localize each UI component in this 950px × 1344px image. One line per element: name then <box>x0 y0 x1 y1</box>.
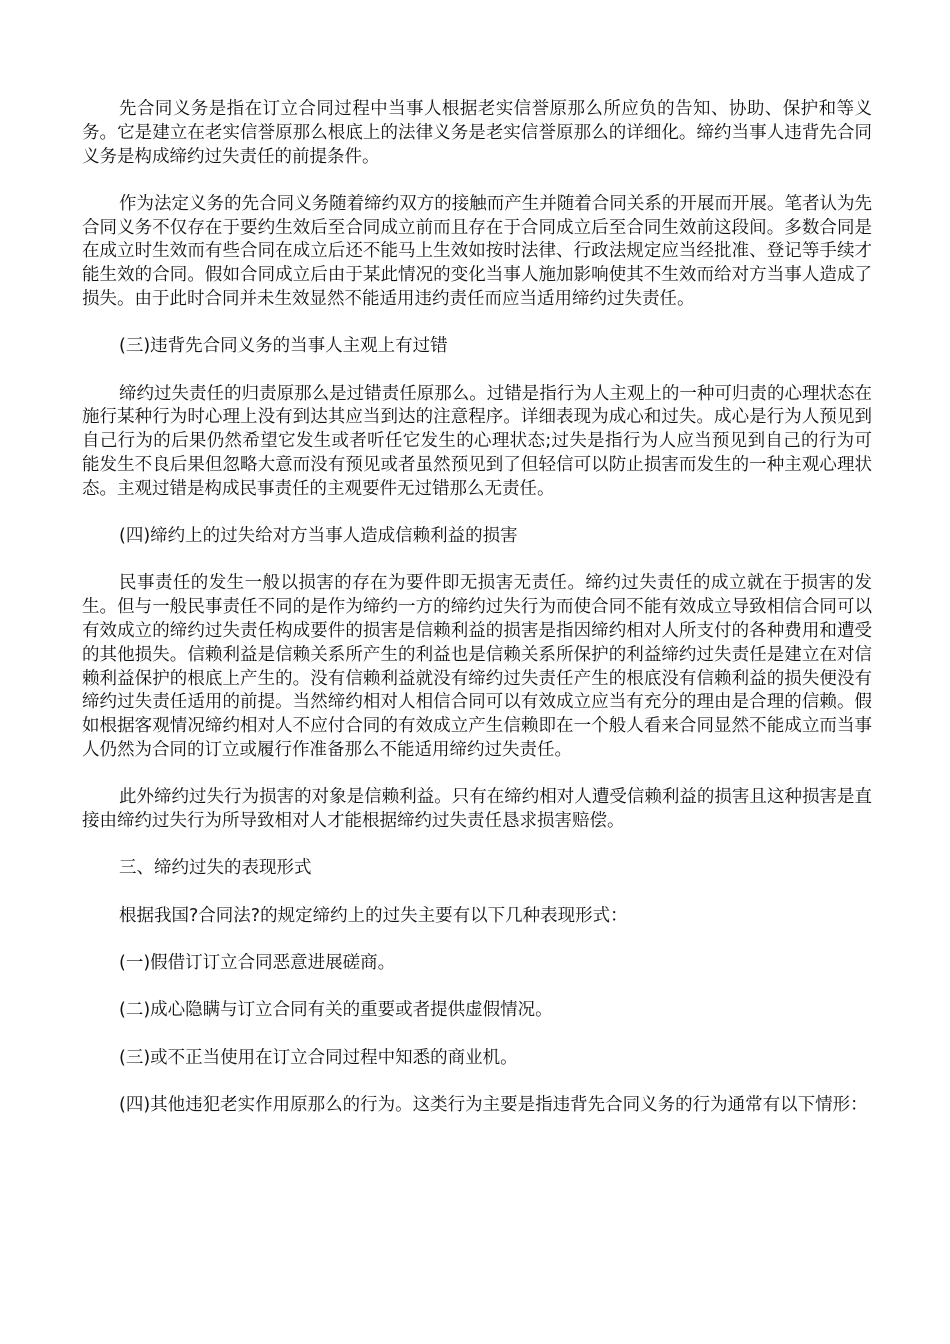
section-heading-three-forms: 三、缔约过失的表现形式 <box>119 858 312 879</box>
paragraph-reliance-interest: 民事责任的发生一般以损害的存在为要件即无损害无责任。缔约过失责任的成立就在于损害的发生。但与一般民事责任不同的是作为缔约一方的缔约过失行为而使合同不能有效成立导致相信合同可以有效成立的缔约过失责任构成要件的损害是信赖利益的损害是指因缔约相对人所支付的各种费用和遭受的其他损失。信赖利益是信赖关系所产生的利益也是信赖关系所保护的利益缔约过失责任是建立在对信赖利益保护的根底上产生的。没有信赖利益就没有缔约过失责任产生的根底没有信赖利益的损失便没有缔约过失责任适用的前提。当然缔约相对人相信合同可以有效成立应当有充分的理由是合理的信赖。假如根据客观情况缔约相对人不应付合同的有效成立产生信赖即在一个般人看来合同显然不能成立而当事人仍然为合同的订立或履行作准备那么不能适用缔约过失责任。 <box>82 573 872 761</box>
list-item-3-trade-secret: (三)或不正当使用在订立合同过程中知悉的商业机。 <box>119 1047 518 1068</box>
document-page <box>82 0 872 1344</box>
section-heading-3-fault: (三)违背先合同义务的当事人主观上有过错 <box>119 336 448 357</box>
list-item-2-concealment: (二)成心隐瞒与订立合同有关的重要或者提供虚假情况。 <box>119 1000 553 1021</box>
section-heading-4-reliance-damage: (四)缔约上的过失给对方当事人造成信赖利益的损害 <box>119 526 518 547</box>
paragraph-contract-law-intro: 根据我国?合同法?的规定缔约上的过失主要有以下几种表现形式： <box>119 905 628 926</box>
paragraph-pre-contract-duty-definition: 先合同义务是指在订立合同过程中当事人根据老实信誉原那么所应负的告知、协助、保护和等义务。它是建立在老实信誉原那么根底上的法律义务是老实信誉原那么的详细化。缔约当事人违背先合同义务是构成缔约过失责任的前提条件。 <box>82 99 872 167</box>
list-item-4-other-violations: (四)其他违犯老实作用原那么的行为。这类行为主要是指违背先合同义务的行为通常有以下情形： <box>119 1094 868 1115</box>
paragraph-statutory-duty: 作为法定义务的先合同义务随着缔约双方的接触而产生并随着合同关系的开展而开展。笔者认为先合同义务不仅存在于要约生效后至合同成立前而且存在于合同成立后至合同生效前这段间。多数合同是在成立时生效而有些合同在成立后还不能马上生效如按时法律、行政法规定应当经批准、登记等手续才能生效的合同。假如合同成立后由于某此情况的变化当事人施加影响使其不生效而给对方当事人造成了损失。由于此时合同并未生效显然不能适用违约责任而应当适用缔约过失责任。 <box>82 193 872 310</box>
paragraph-damage-object: 此外缔约过失行为损害的对象是信赖利益。只有在缔约相对人遭受信赖利益的损害且这种损害是直接由缔约过失行为所导致相对人才能根据缔约过失责任恳求损害赔偿。 <box>82 787 872 832</box>
list-item-1-bad-faith: (一)假借订订立合同恶意进展磋商。 <box>119 953 396 974</box>
paragraph-fault-liability: 缔约过失责任的归责原那么是过错责任原那么。过错是指行为人主观上的一种可归责的心理状态在施行某种行为时心理上没有到达其应当到达的注意程序。详细表现为成心和过失。成心是行为人预见到自己行为的后果仍然希望它发生或者听任它发生的心理状态;过失是指行为人应当预见到自己的行为可能发生不良后果但忽略大意而没有预见或者虽然预见到了但轻信可以防止损害而发生的一种主观心理状态。主观过错是构成民事责任的主观要件无过错那么无责任。 <box>82 383 872 499</box>
